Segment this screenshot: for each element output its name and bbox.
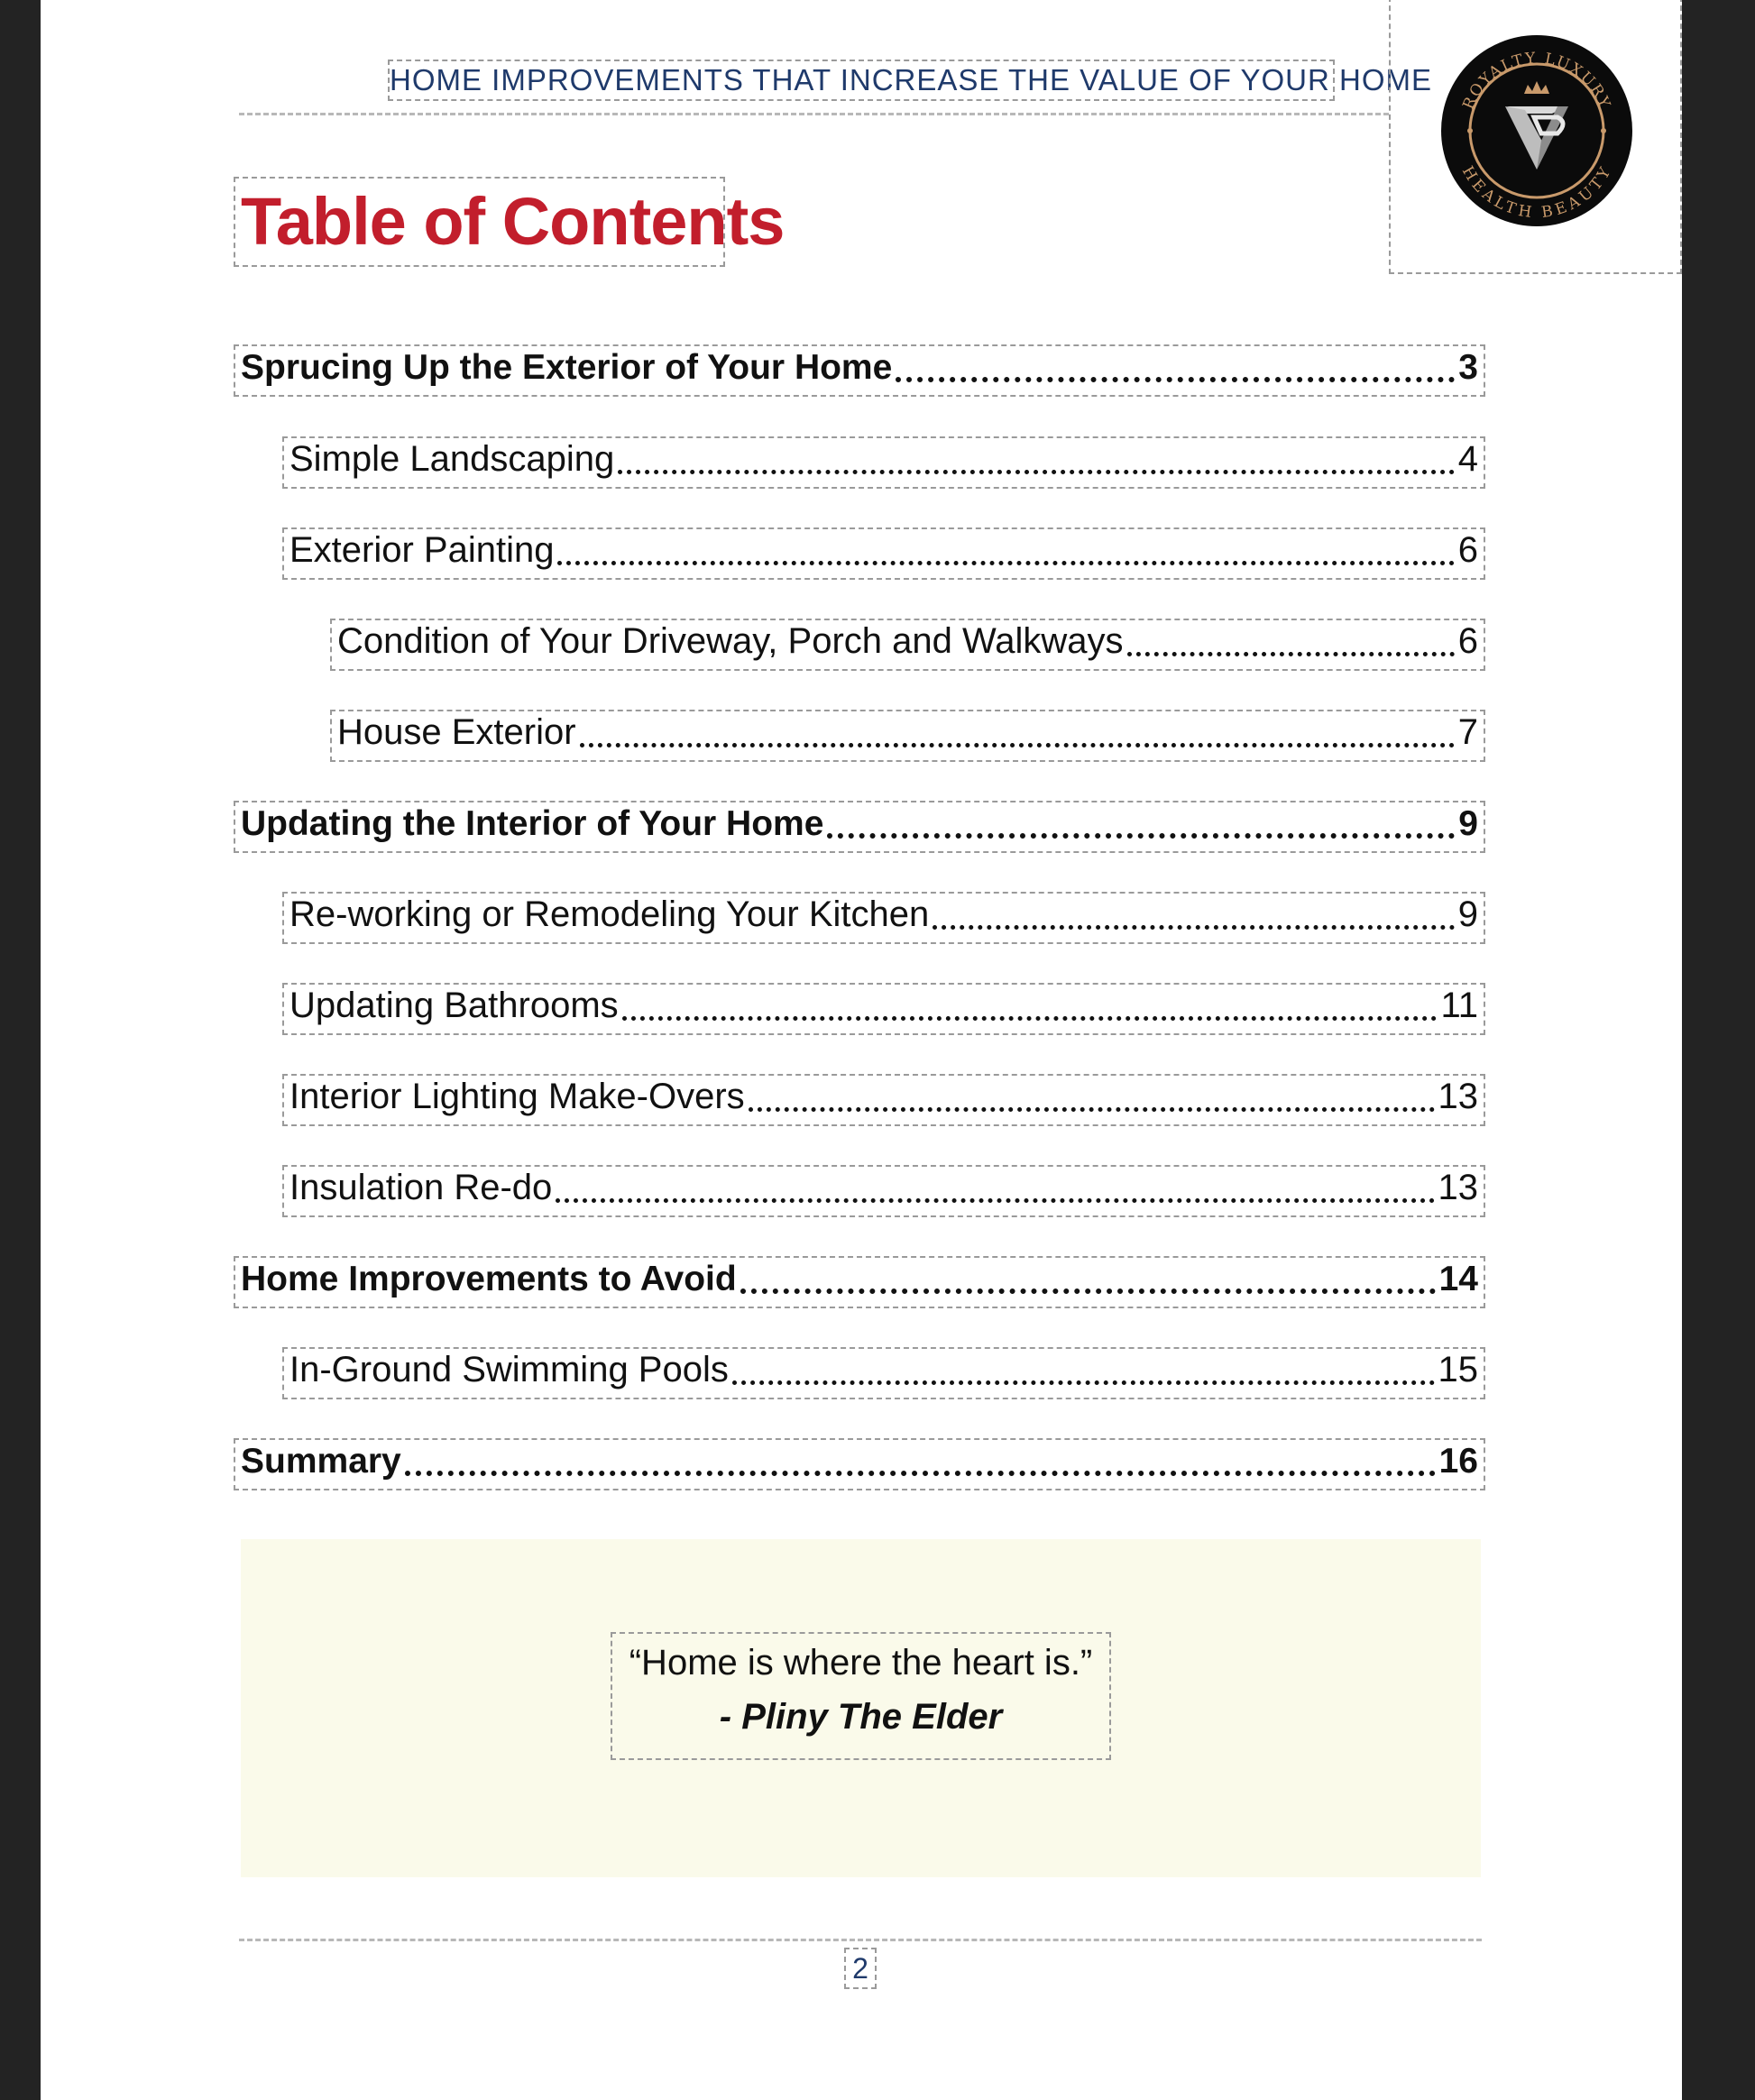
toc-dot-leader: [896, 377, 1455, 382]
toc-entry-page: 15: [1438, 1350, 1478, 1389]
toc-entry-page: 6: [1457, 621, 1478, 661]
quote-text: “Home is where the heart is.”: [629, 1643, 1093, 1683]
logo-text-bottom: HEALTH BEAUTY: [1457, 163, 1616, 223]
page-number: 2: [844, 1948, 877, 1989]
toc-entry[interactable]: [234, 1438, 1485, 1490]
toc-dot-leader: [740, 1288, 1436, 1294]
toc-entry-page: 13: [1438, 1077, 1478, 1116]
toc-entry-label: Updating Bathrooms: [289, 986, 619, 1025]
toc-entry[interactable]: [282, 983, 1485, 1035]
toc-entry[interactable]: [330, 710, 1485, 762]
toc-entry-page: 3: [1458, 348, 1478, 387]
toc-entry-label: Sprucing Up the Exterior of Your Home: [241, 348, 893, 387]
toc-entry[interactable]: [282, 436, 1485, 489]
quote-author: - Pliny The Elder: [719, 1697, 1003, 1737]
toc-dot-leader: [556, 1198, 1434, 1203]
running-header: HOME IMPROVEMENTS THAT INCREASE THE VALUE OF YOUR HOME: [388, 60, 1335, 101]
toc-entry[interactable]: [330, 619, 1485, 671]
toc-entry-page: 9: [1457, 894, 1478, 934]
toc-entry-page: 6: [1457, 530, 1478, 570]
toc-dot-leader: [933, 925, 1454, 930]
toc-dot-leader: [580, 743, 1455, 747]
toc-entry-label: Simple Landscaping: [289, 439, 615, 479]
toc-entry-label: House Exterior: [337, 712, 576, 752]
quote: [611, 1632, 1111, 1760]
toc-dot-leader: [622, 1016, 1438, 1021]
header-divider: [239, 113, 1389, 115]
toc-entry-page: 16: [1438, 1442, 1478, 1481]
toc-entry[interactable]: [234, 344, 1485, 397]
toc-dot-leader: [618, 470, 1455, 474]
toc-entry[interactable]: [234, 801, 1485, 853]
toc-dot-leader: [732, 1380, 1435, 1385]
toc-entry-page: 4: [1457, 439, 1478, 479]
toc-entry-page: 7: [1457, 712, 1478, 752]
toc-entry[interactable]: [282, 527, 1485, 580]
logo-star-right-icon: [1601, 128, 1606, 133]
toc-entry-label: Updating the Interior of Your Home: [241, 804, 824, 843]
toc-entry-page: 14: [1438, 1260, 1478, 1298]
toc-dot-leader: [827, 833, 1455, 839]
toc-entry-page: 11: [1440, 986, 1478, 1025]
toc-entry-label: In-Ground Swimming Pools: [289, 1350, 729, 1389]
toc-entry[interactable]: [282, 892, 1485, 944]
footer-divider: [239, 1939, 1482, 1941]
toc-dot-leader: [1127, 652, 1455, 656]
page-title: Table of Contents: [234, 177, 725, 267]
toc-entry[interactable]: [234, 1256, 1485, 1308]
brand-logo: [1440, 34, 1633, 227]
toc-entry-label: Summary: [241, 1442, 401, 1481]
toc-dot-leader: [557, 561, 1454, 565]
toc-entry-label: Condition of Your Driveway, Porch and Walkways: [337, 621, 1124, 661]
toc-entry[interactable]: [282, 1074, 1485, 1126]
toc-dot-leader: [749, 1107, 1435, 1112]
toc-entry-label: Exterior Painting: [289, 530, 555, 570]
toc-entry[interactable]: [282, 1347, 1485, 1399]
toc-entry[interactable]: [282, 1165, 1485, 1217]
toc-entry-label: Interior Lighting Make-Overs: [289, 1077, 745, 1116]
toc-entry-label: Insulation Re-do: [289, 1168, 553, 1207]
toc-entry-page: 13: [1438, 1168, 1478, 1207]
toc-dot-leader: [405, 1471, 1436, 1476]
toc-entry-page: 9: [1458, 804, 1478, 843]
logo-star-left-icon: [1467, 128, 1473, 133]
toc-entry-label: Home Improvements to Avoid: [241, 1260, 737, 1298]
logo-text-top: ROYALTY LUXURY: [1459, 49, 1614, 113]
toc-entry-label: Re-working or Remodeling Your Kitchen: [289, 894, 930, 934]
